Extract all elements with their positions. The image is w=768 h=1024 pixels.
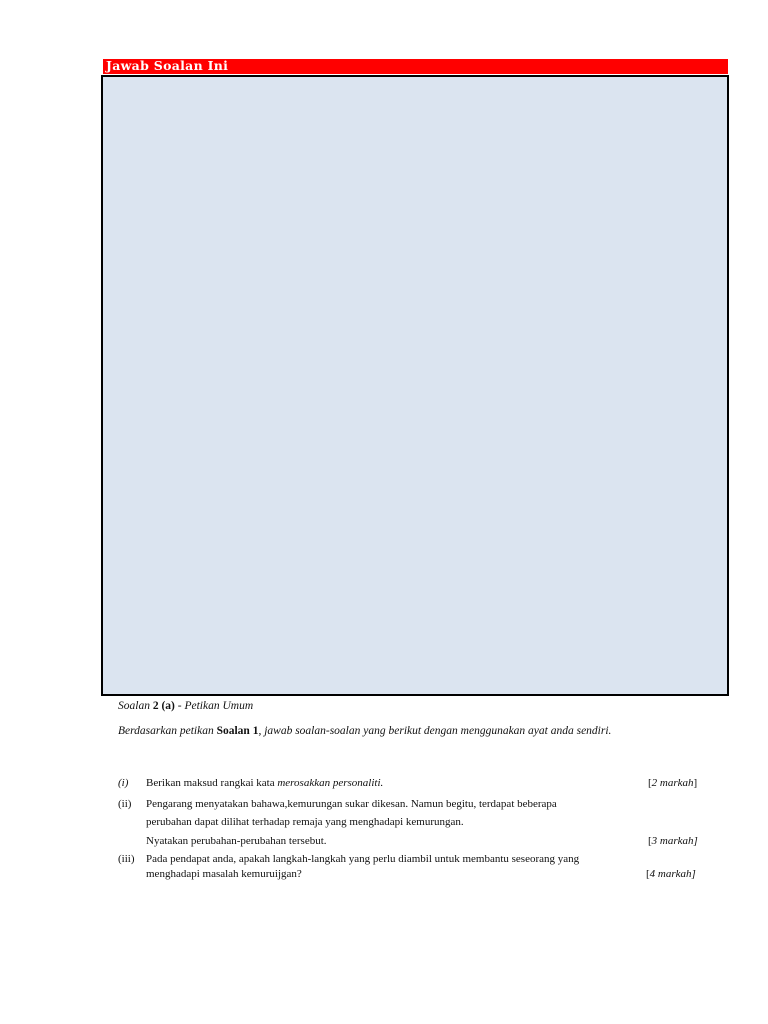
- instruction-before: Berdasarkan petikan: [118, 725, 217, 737]
- instruction-text: [118, 725, 611, 737]
- question-2-marks-open: [: [648, 835, 652, 847]
- question-heading-separator: -: [174, 700, 185, 712]
- question-2-marks: [648, 835, 698, 847]
- question-3-marks: [646, 868, 696, 880]
- question-heading-prefix: Soalan: [118, 700, 153, 712]
- question-2-line-1: Pengarang menyatakan bahawa,kemurungan sukar dikesan. Namun begitu, terdapat beberapa: [146, 798, 557, 810]
- instruction-bold: Soalan 1: [216, 725, 259, 737]
- answer-input-box[interactable]: [101, 75, 729, 696]
- answer-header-bar: [103, 59, 728, 74]
- question-2-number: (ii): [118, 798, 132, 810]
- question-1-text-italic: merosakkan personaliti.: [277, 777, 384, 789]
- question-2-line-3: Nyatakan perubahan-perubahan tersebut.: [146, 835, 327, 847]
- question-3-number: (iii): [118, 853, 135, 865]
- question-3-marks-open: [: [646, 868, 650, 880]
- answer-header-title: Jawab Soalan Ini: [106, 58, 229, 73]
- question-1-number: (i): [118, 777, 129, 789]
- question-1-text: [146, 777, 383, 789]
- instruction-after: , jawab soalan-soalan yang berikut dengan menggunakan ayat anda sendiri.: [258, 725, 612, 737]
- question-1-text-plain: Berikan maksud rangkai kata: [146, 777, 278, 789]
- question-3-line-1: Pada pendapat anda, apakah langkah-langkah yang perlu diambil untuk membantu seseorang yang: [146, 853, 580, 865]
- question-heading-number: 2 (a): [152, 700, 175, 712]
- question-2-marks-value: 3 markah]: [651, 835, 698, 847]
- question-heading: [118, 700, 253, 712]
- question-1-marks-value: 2 markah: [651, 777, 694, 789]
- question-1-marks-open: [: [648, 777, 652, 789]
- question-3-line-2: menghadapi masalah kemuruijgan?: [146, 868, 302, 880]
- question-heading-section: Petikan Umum: [184, 700, 254, 712]
- question-2-line-2: perubahan dapat dilihat terhadap remaja yang menghadapi kemurungan.: [146, 816, 464, 828]
- question-1-marks-close: ]: [693, 777, 698, 789]
- question-3-marks-value: 4 markah]: [649, 868, 696, 880]
- question-1-marks: [648, 777, 697, 789]
